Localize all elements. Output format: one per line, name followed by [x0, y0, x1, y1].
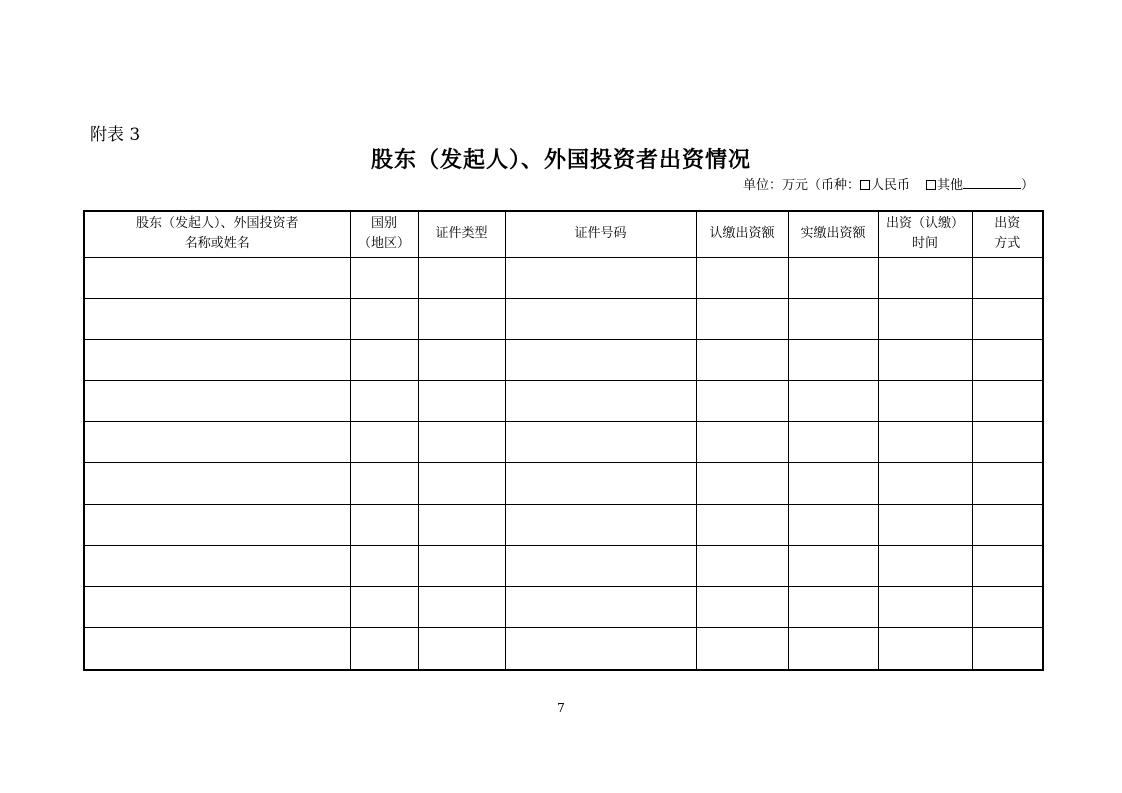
table-cell[interactable]	[878, 504, 972, 545]
table-cell[interactable]	[972, 628, 1042, 669]
unit-suffix: ）	[1020, 178, 1034, 193]
table-cell[interactable]	[696, 504, 788, 545]
table-cell[interactable]	[972, 463, 1042, 504]
table-row	[85, 545, 1042, 586]
table-header-row	[85, 212, 1042, 257]
contribution-table-frame	[83, 210, 1044, 671]
table-cell[interactable]	[878, 628, 972, 669]
table-cell[interactable]	[788, 628, 878, 669]
table-cell[interactable]	[418, 422, 505, 463]
table-row	[85, 298, 1042, 339]
table-cell[interactable]	[505, 422, 696, 463]
table-cell[interactable]	[85, 587, 350, 628]
unit-prefix: 单位：万元（币种：	[742, 178, 860, 193]
table-cell[interactable]	[505, 339, 696, 380]
table-cell[interactable]	[788, 422, 878, 463]
table-cell[interactable]	[418, 339, 505, 380]
table-cell[interactable]	[505, 298, 696, 339]
table-cell[interactable]	[788, 545, 878, 586]
table-row	[85, 463, 1042, 504]
table-cell[interactable]	[972, 504, 1042, 545]
table-cell[interactable]	[788, 339, 878, 380]
table-cell[interactable]	[350, 298, 418, 339]
document-title: 股东（发起人）、外国投资者出资情况	[370, 147, 751, 173]
other-checkbox-icon[interactable]	[926, 180, 936, 190]
table-cell[interactable]	[696, 545, 788, 586]
table-row	[85, 257, 1042, 298]
table-cell[interactable]	[505, 504, 696, 545]
table-cell[interactable]	[972, 257, 1042, 298]
table-cell[interactable]	[85, 463, 350, 504]
table-cell[interactable]	[85, 298, 350, 339]
table-cell[interactable]	[85, 257, 350, 298]
table-cell[interactable]	[878, 257, 972, 298]
table-row	[85, 587, 1042, 628]
table-cell[interactable]	[350, 257, 418, 298]
table-cell[interactable]	[788, 504, 878, 545]
table-cell[interactable]	[696, 463, 788, 504]
header-id-type: 证件类型	[418, 212, 505, 257]
option-other-label: 其他	[936, 178, 963, 193]
table-cell[interactable]	[418, 628, 505, 669]
table-cell[interactable]	[505, 463, 696, 504]
option-rmb-label: 人民币	[870, 178, 910, 193]
table-cell[interactable]	[972, 381, 1042, 422]
table-cell[interactable]	[350, 545, 418, 586]
table-cell[interactable]	[350, 587, 418, 628]
table-row	[85, 381, 1042, 422]
table-cell[interactable]	[972, 298, 1042, 339]
table-cell[interactable]	[418, 545, 505, 586]
table-cell[interactable]	[878, 381, 972, 422]
table-cell[interactable]	[696, 587, 788, 628]
table-cell[interactable]	[878, 545, 972, 586]
table-cell[interactable]	[505, 587, 696, 628]
header-id-number: 证件号码	[505, 212, 696, 257]
table-row	[85, 339, 1042, 380]
table-cell[interactable]	[878, 298, 972, 339]
table-cell[interactable]	[696, 422, 788, 463]
table-cell[interactable]	[972, 339, 1042, 380]
attachment-label: 附表 3	[90, 125, 141, 145]
table-cell[interactable]	[350, 381, 418, 422]
table-cell[interactable]	[788, 381, 878, 422]
table-cell[interactable]	[505, 628, 696, 669]
table-cell[interactable]	[505, 381, 696, 422]
table-row	[85, 628, 1042, 669]
table-cell[interactable]	[878, 422, 972, 463]
table-cell[interactable]	[418, 504, 505, 545]
table-cell[interactable]	[696, 257, 788, 298]
header-contribution-method: 出资 方式	[972, 212, 1042, 257]
header-paid-amount: 实缴出资额	[788, 212, 878, 257]
header-contribution-time: 出资（认缴） 时间	[878, 212, 972, 257]
page-number: 7	[557, 701, 565, 715]
table-cell[interactable]	[505, 257, 696, 298]
table-cell[interactable]	[696, 628, 788, 669]
table-cell[interactable]	[85, 545, 350, 586]
table-cell[interactable]	[696, 339, 788, 380]
table-cell[interactable]	[788, 463, 878, 504]
table-cell[interactable]	[878, 339, 972, 380]
table-cell[interactable]	[85, 504, 350, 545]
table-cell[interactable]	[418, 381, 505, 422]
table-cell[interactable]	[878, 587, 972, 628]
table-cell[interactable]	[972, 422, 1042, 463]
table-cell[interactable]	[696, 381, 788, 422]
table-cell[interactable]	[85, 381, 350, 422]
table-cell[interactable]	[350, 628, 418, 669]
table-cell[interactable]	[418, 587, 505, 628]
header-country-region: 国别 （地区）	[350, 212, 418, 257]
table-cell[interactable]	[418, 298, 505, 339]
table-cell[interactable]	[85, 422, 350, 463]
table-row	[85, 422, 1042, 463]
table-cell[interactable]	[696, 298, 788, 339]
table-cell[interactable]	[878, 463, 972, 504]
table-cell[interactable]	[788, 298, 878, 339]
table-row	[85, 504, 1042, 545]
table-cell[interactable]	[85, 339, 350, 380]
table-cell[interactable]	[418, 463, 505, 504]
table-cell[interactable]	[505, 545, 696, 586]
header-shareholder-name: 股东（发起人）、外国投资者 名称或姓名	[85, 212, 350, 257]
table-body	[85, 257, 1042, 669]
table-cell[interactable]	[788, 587, 878, 628]
table-cell[interactable]	[350, 339, 418, 380]
table-cell[interactable]	[350, 422, 418, 463]
table-cell[interactable]	[350, 463, 418, 504]
contribution-table	[85, 212, 1042, 669]
other-currency-blank[interactable]	[963, 175, 1021, 189]
header-subscribed-amount: 认缴出资额	[696, 212, 788, 257]
table-cell[interactable]	[418, 257, 505, 298]
unit-line	[743, 175, 1034, 195]
table-cell[interactable]	[788, 257, 878, 298]
rmb-checkbox-icon[interactable]	[860, 180, 870, 190]
table-cell[interactable]	[972, 545, 1042, 586]
table-cell[interactable]	[85, 628, 350, 669]
table-cell[interactable]	[972, 587, 1042, 628]
table-cell[interactable]	[350, 504, 418, 545]
